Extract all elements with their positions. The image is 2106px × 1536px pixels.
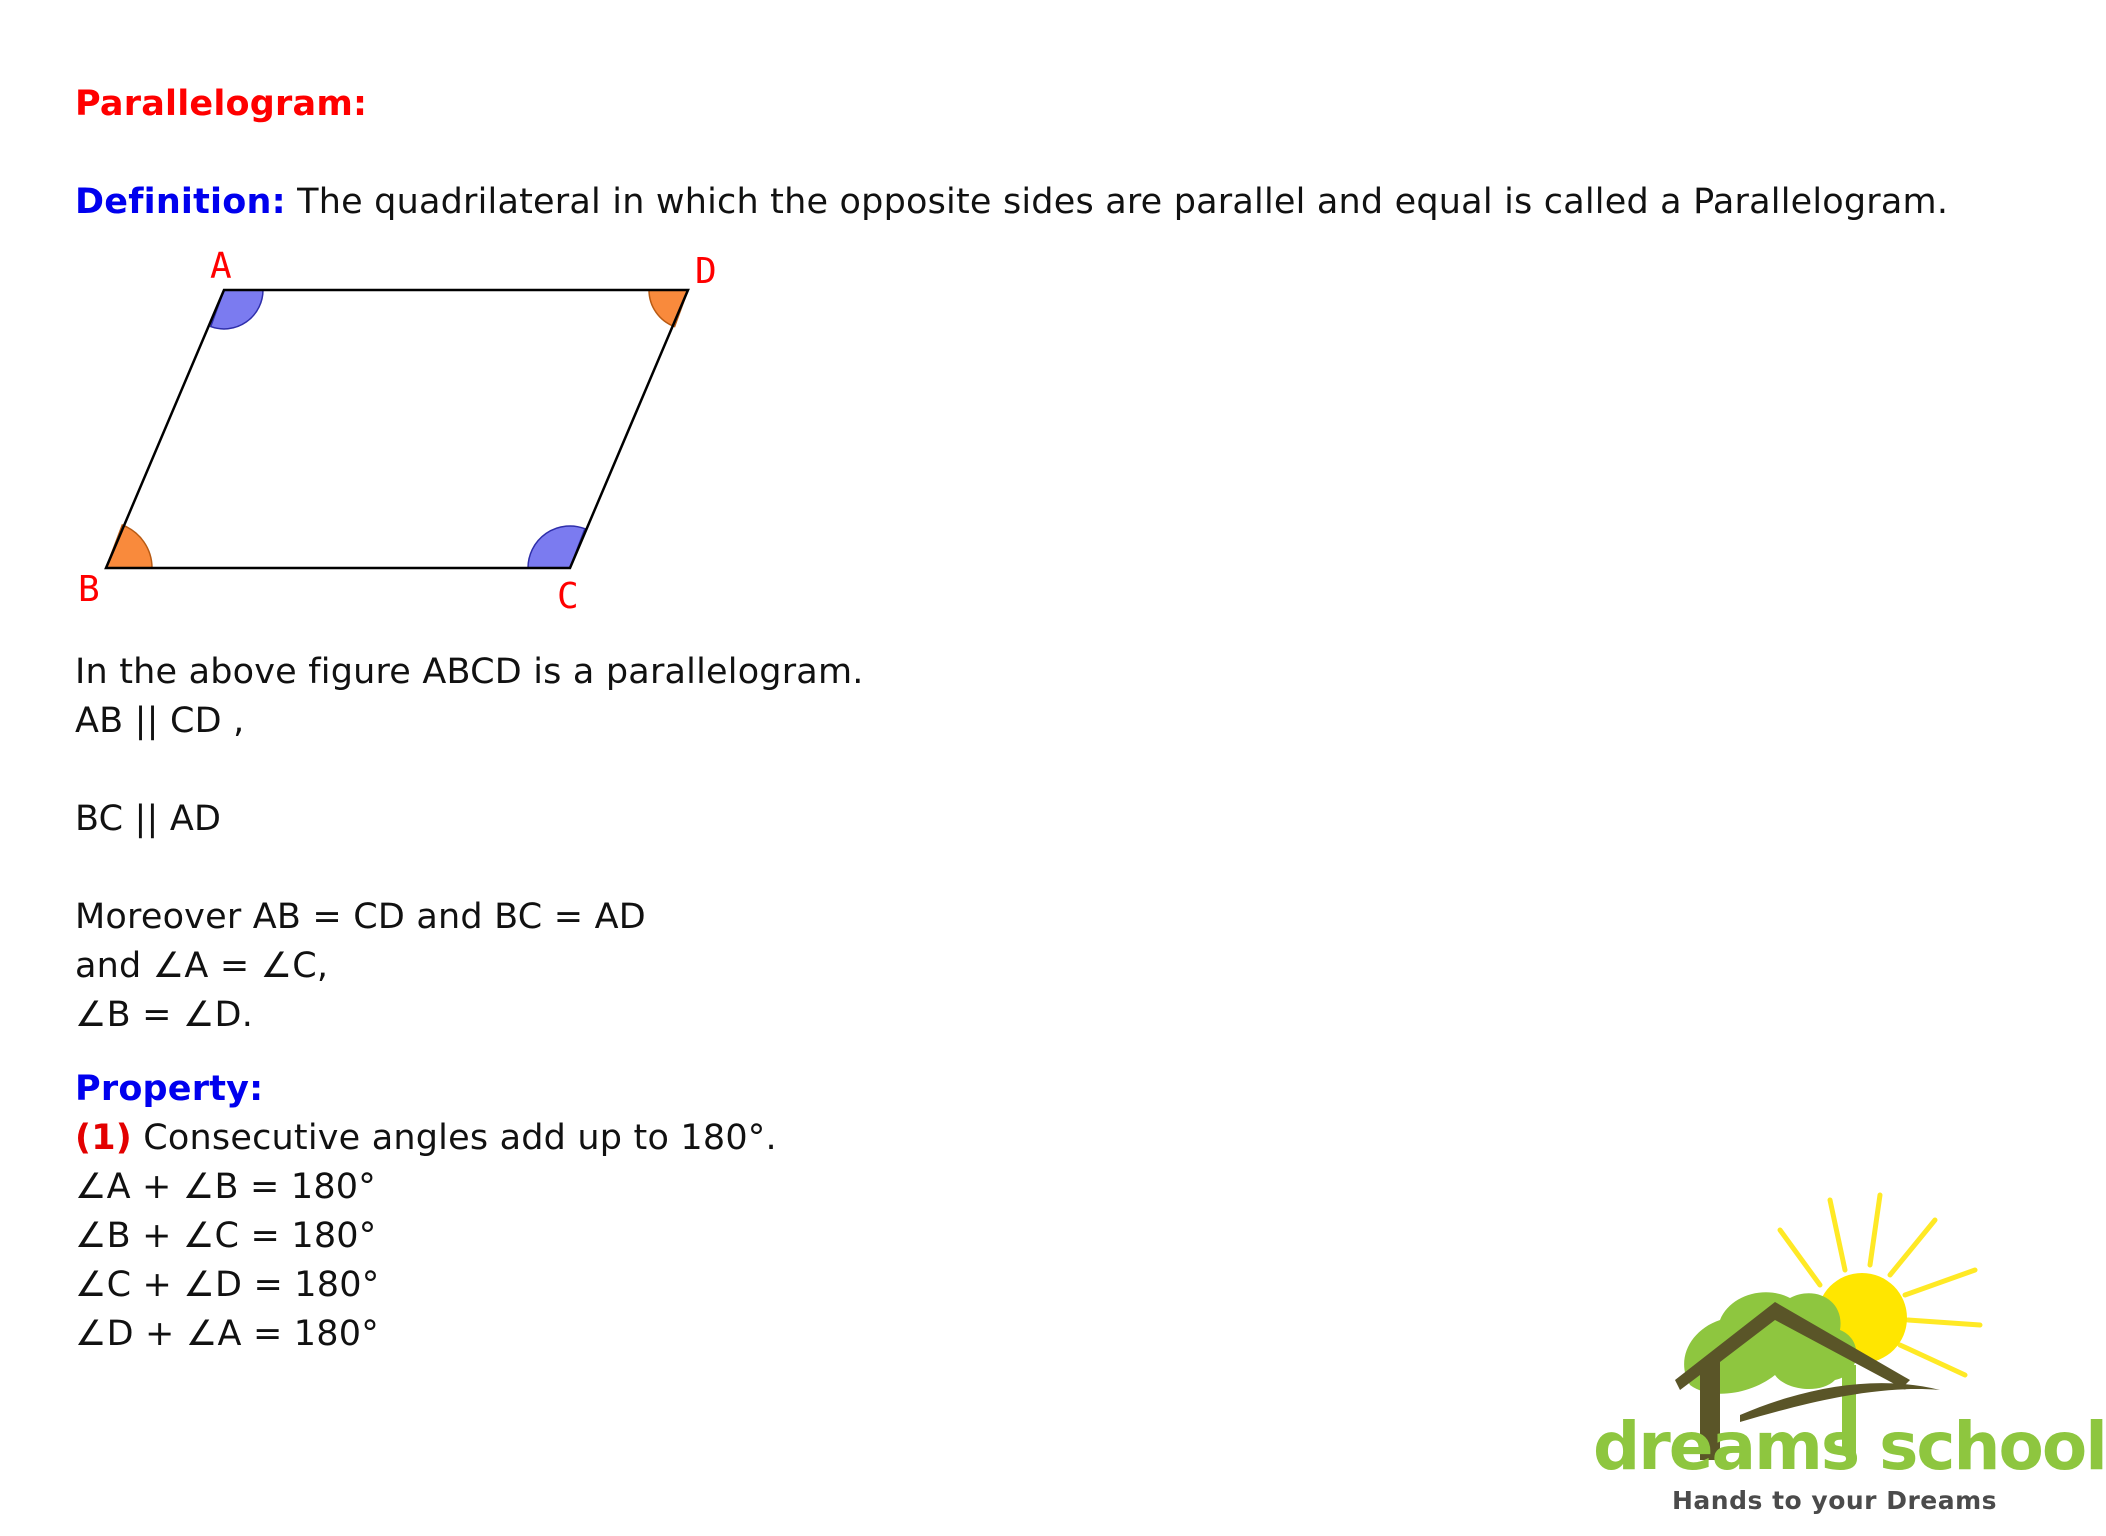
definition-paragraph (75, 178, 1948, 226)
property-text: Consecutive angles add up to 180°. (131, 1118, 777, 1158)
angle-c-marker (528, 526, 585, 568)
equation-c-d: ∠C + ∠D = 180° (75, 1265, 380, 1305)
page-title: Parallelogram: (75, 84, 368, 124)
property-label: Property: (75, 1069, 264, 1109)
logo-wordmark: dreams school (1593, 1408, 2106, 1485)
angle-b-marker (106, 525, 152, 568)
property-number: (1) (75, 1118, 132, 1158)
figure-note: In the above figure ABCD is a parallelogram. (75, 652, 864, 692)
equation-d-a: ∠D + ∠A = 180° (75, 1314, 379, 1354)
vertex-label-b: B (78, 569, 100, 610)
logo-tagline: Hands to your Dreams (1672, 1486, 1998, 1515)
ab-parallel-cd: AB || CD , (75, 701, 245, 741)
parallelogram-figure (60, 245, 760, 625)
vertex-label-a: A (210, 246, 232, 287)
property-1 (75, 1114, 777, 1162)
parallelogram-outline (106, 290, 688, 568)
definition-label: Definition: (75, 182, 286, 222)
angles-a-c-line: and ∠A = ∠C, (75, 946, 329, 986)
vertex-label-c: C (557, 576, 579, 617)
equation-b-c: ∠B + ∠C = 180° (75, 1216, 377, 1256)
angle-d-marker (649, 290, 688, 327)
definition-text: The quadrilateral in which the opposite sides are parallel and equal is called a Parallelogram. (285, 182, 1949, 222)
vertex-label-d: D (695, 251, 717, 292)
bc-parallel-ad: BC || AD (75, 799, 222, 839)
moreover-line: Moreover AB = CD and BC = AD (75, 897, 646, 937)
angle-a-marker (211, 290, 263, 329)
equation-a-b: ∠A + ∠B = 180° (75, 1167, 376, 1207)
angles-b-d-line: ∠B = ∠D. (75, 995, 254, 1035)
